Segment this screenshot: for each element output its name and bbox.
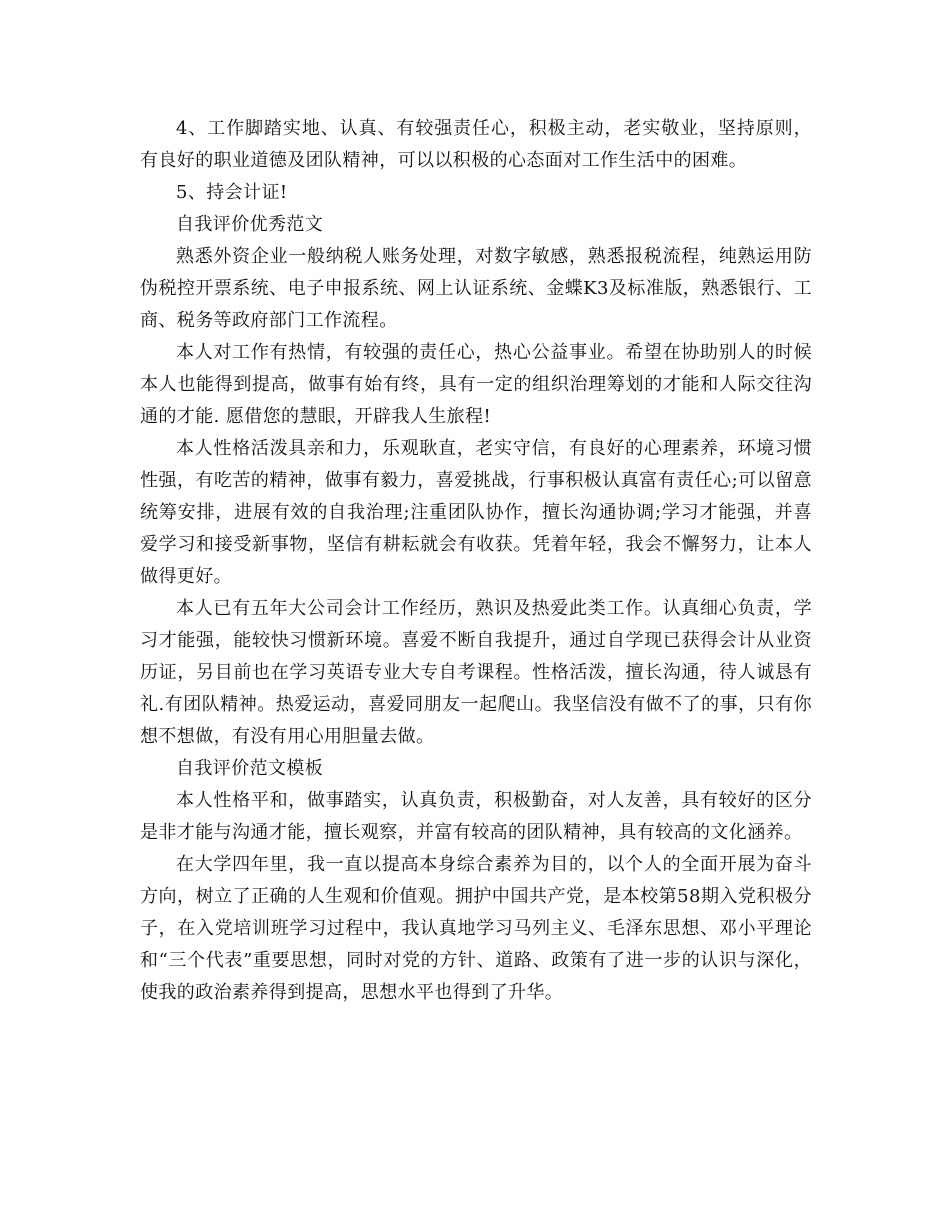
paragraph-tax-skills: 熟悉外资企业一般纳税人账务处理，对数字敏感，熟悉报税流程，纯熟运用防伪税控开票系统、电子申报系统、网上认证系统、金蝶K3及标准版，熟悉银行、工商、税务等政府部门工作流程。 <box>140 246 812 331</box>
paragraph-university: 在大学四年里，我一直以提高本身综合素养为目的，以个人的全面开展为奋斗方向，树立了正确的人生观和价值观。拥护中国共产党，是本校第58期入党积极分子，在入党培训班学习过程中，我认真地学习马列主义、毛泽东思想、邓小平理论和“三个代表”重要思想，同时对党的方针、道路、政策有了进一步的认识与深化，使我的政治素养得到提高，思想水平也得到了升华。 <box>140 854 812 1003</box>
paragraph-character: 本人性格平和，做事踏实，认真负责，积极勤奋，对人友善，具有较好的区分是非才能与沟通才能，擅长观察，并富有较高的团队精神，具有较高的文化涵养。 <box>140 790 812 843</box>
section-heading-template: 自我评价范文模板 <box>176 758 324 779</box>
paragraph-work-enthusiasm: 本人对工作有热情，有较强的责任心，热心公益事业。希望在协助别人的时候本人也能得到提高，做事有始有终，具有一定的组织治理筹划的才能和人际交往沟通的才能. 愿借您的慧眼，开辟我人生旅程! <box>140 342 812 427</box>
paragraph-accounting-certificate: 5、持会计证! <box>176 182 288 203</box>
document-body <box>140 113 812 1009</box>
paragraph-experience: 本人已有五年大公司会计工作经历，熟识及热爱此类工作。认真细心负责，学习才能强，能较快习惯新环境。喜爱不断自我提升，通过自学现已获得会计从业资历证，另目前也在学习英语专业大专自考课程。性格活泼，擅长沟通，待人诚恳有礼.有团队精神。热爱运动，喜爱同朋友一起爬山。我坚信没有做不了的事，只有你想不想做，有没有用心用胆量去做。 <box>140 598 812 747</box>
paragraph-personality: 本人性格活泼具亲和力，乐观耿直，老实守信，有良好的心理素养，环境习惯性强，有吃苦的精神，做事有毅力，喜爱挑战，行事积极认真富有责任心;可以留意统筹安排，进展有效的自我治理;注重团队协作，擅长沟通协调;学习才能强，并喜爱学习和接受新事物，坚信有耕耘就会有收获。凭着年轻，我会不懈努力，让本人做得更好。 <box>140 438 812 587</box>
paragraph-work-attitude: 4、工作脚踏实地、认真、有较强责任心，积极主动，老实敬业，坚持原则，有良好的职业道德及团队精神，可以以积极的心态面对工作生活中的困难。 <box>140 118 812 171</box>
section-heading-excellent-samples: 自我评价优秀范文 <box>176 214 324 235</box>
